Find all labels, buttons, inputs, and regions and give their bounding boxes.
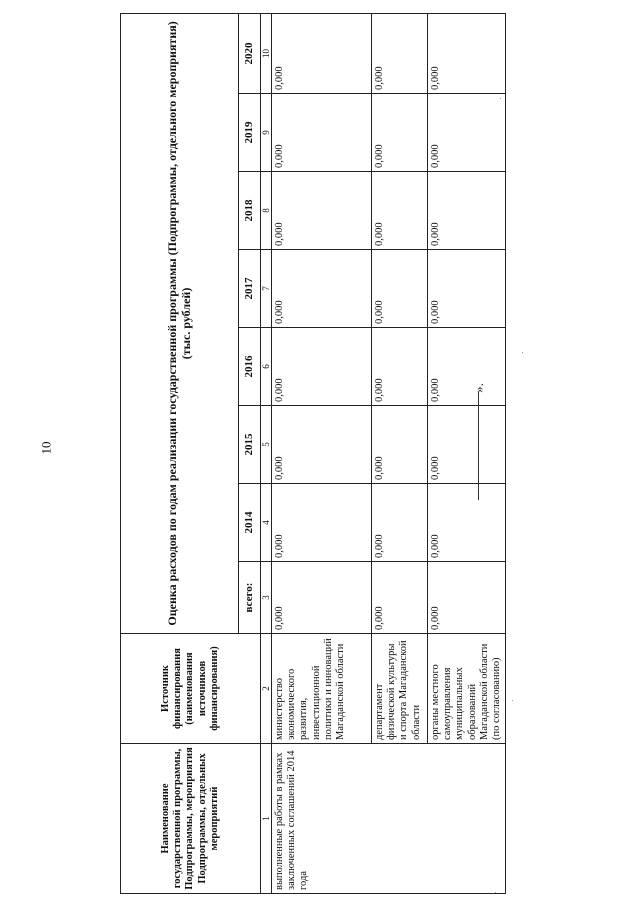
estimate-header: Оценка расходов по годам реализации государственной программы (Подпрограммы, отдельного мероприятия) (тыс. рублей) [121,13,239,633]
value-cell: 0,000 [272,250,372,328]
value-cell: 0,000 [272,328,372,406]
year-2017: 2017 [239,250,261,328]
index-cell: 7 [261,250,272,328]
expenditure-table [120,13,506,894]
value-cell: 0,000 [428,562,505,634]
year-2019: 2019 [239,94,261,172]
scan-speck [500,98,501,99]
index-cell: 10 [261,13,272,93]
value-cell: 0,000 [372,406,428,484]
index-cell: 6 [261,328,272,406]
value-cell: 0,000 [372,484,428,562]
closing-mark: ». [470,383,486,393]
closing-line [478,392,479,500]
year-2018: 2018 [239,172,261,250]
value-cell: 0,000 [372,94,428,172]
scan-speck [495,892,496,893]
col2-header: Источник финансирования (наименования источников финансирования) [121,634,261,744]
value-cell: 0,000 [272,562,372,634]
value-cell: 0,000 [372,328,428,406]
value-cell: 0,000 [428,250,505,328]
scan-speck [512,700,513,701]
index-cell: 1 [261,744,272,894]
value-cell: 0,000 [272,13,372,93]
page-number: 10 [38,441,54,455]
source-cell: органы местного самоуправления муниципальных образований Магаданской области (по согласованию) [428,634,505,744]
scan-speck [522,352,523,353]
value-cell: 0,000 [372,562,428,634]
value-cell: 0,000 [272,484,372,562]
value-cell: 0,000 [272,94,372,172]
value-cell: 0,000 [428,172,505,250]
year-2020: 2020 [239,13,261,93]
value-cell: 0,000 [428,13,505,93]
index-cell: 9 [261,94,272,172]
value-cell: 0,000 [428,328,505,406]
value-cell: 0,000 [372,13,428,93]
year-2015: 2015 [239,406,261,484]
value-cell: 0,000 [428,484,505,562]
index-cell: 8 [261,172,272,250]
year-2014: 2014 [239,484,261,562]
col1-header: Наименование государственной программы, Подпрограммы, мероприятия Подпрограммы, отдельных мероприятий [121,744,261,894]
rotated-sheet [120,14,502,894]
index-cell: 4 [261,484,272,562]
total-header: всего: [239,562,261,634]
index-cell: 5 [261,406,272,484]
activity-cell: выполненные работы в рамках заключенных соглашений 2014 года [272,744,505,894]
value-cell: 0,000 [372,250,428,328]
table-row [272,13,372,893]
value-cell: 0,000 [372,172,428,250]
index-cell: 2 [261,634,272,744]
value-cell: 0,000 [428,94,505,172]
value-cell: 0,000 [272,406,372,484]
value-cell: 0,000 [272,172,372,250]
column-index-row [261,13,272,893]
index-cell: 3 [261,562,272,634]
year-2016: 2016 [239,328,261,406]
source-cell: министерство экономического развития, инвестиционной политики и инноваций Магаданской области [272,634,372,744]
source-cell: департамент физической культуры и спорта Магаданской области [372,634,428,744]
expenditure-table-wrapper [120,14,502,894]
value-cell: 0,000 [428,406,505,484]
